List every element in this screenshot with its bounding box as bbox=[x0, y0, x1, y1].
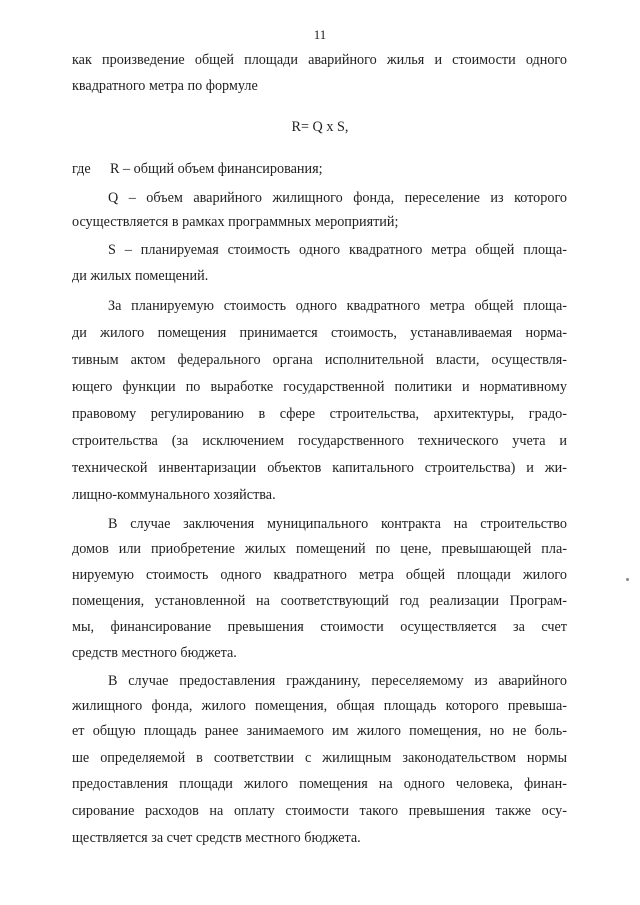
formula-intro-line-2: квадратного метра по формуле bbox=[72, 78, 258, 94]
definition-r: R – общий объем финансирования; bbox=[110, 161, 323, 177]
definition-s-line-2: ди жилых помещений. bbox=[72, 268, 209, 284]
paragraph-2-line-2: домов или приобретение жилых помещений по цене, превышающей пла- bbox=[72, 541, 567, 557]
formula: R= Q x S, bbox=[291, 119, 349, 135]
paragraph-1-line-1: За планируемую стоимость одного квадратного метра общей площа- bbox=[108, 298, 567, 314]
formula-intro-line-1: как произведение общей площади аварийного жилья и стоимости одного bbox=[72, 52, 567, 68]
paragraph-2-line-3: нируемую стоимость одного квадратного метра общей площади жилого bbox=[72, 567, 567, 583]
paragraph-3-line-5: предоставления площади жилого помещения на одного человека, финан- bbox=[72, 776, 567, 792]
paragraph-3-line-2: жилищного фонда, жилого помещения, общая площадь которого превыша- bbox=[72, 698, 567, 714]
where-label: где bbox=[72, 161, 91, 177]
paragraph-3-line-7: ществляется за счет средств местного бюджета. bbox=[72, 830, 361, 846]
paragraph-2-line-5: мы, финансирование превышения стоимости осуществляется за счет bbox=[72, 619, 567, 635]
paragraph-1-line-2: ди жилого помещения принимается стоимость, устанавливаемая норма- bbox=[72, 325, 567, 341]
paragraph-3-line-6: сирование расходов на оплату стоимости такого превышения также осу- bbox=[72, 803, 567, 819]
definition-q-line-1: Q – объем аварийного жилищного фонда, переселение из которого bbox=[108, 190, 567, 206]
paragraph-1-line-4: ющего функции по выработке государственной политики и нормативному bbox=[72, 379, 567, 395]
paragraph-1-line-3: тивным актом федерального органа исполнительной власти, осуществля- bbox=[72, 352, 567, 368]
paragraph-1-line-5: правовому регулированию в сфере строительства, архитектуры, градо- bbox=[72, 406, 567, 422]
paragraph-1-line-8: лищно-коммунального хозяйства. bbox=[72, 487, 276, 503]
paragraph-2-line-4: помещения, установленной на соответствующий год реализации Програм- bbox=[72, 593, 567, 609]
paragraph-3-line-4: ше определяемой в соответствии с жилищным законодательством нормы bbox=[72, 750, 567, 766]
paragraph-1-line-7: технической инвентаризации объектов капитального строительства) и жи- bbox=[72, 460, 567, 476]
page-number: 11 bbox=[313, 27, 327, 42]
paragraph-3-line-3: ет общую площадь ранее занимаемого им жилого помещения, но не боль- bbox=[72, 723, 567, 739]
paragraph-3-line-1: В случае предоставления гражданину, переселяемому из аварийного bbox=[108, 673, 567, 689]
paragraph-1-line-6: строительства (за исключением государственного технического учета и bbox=[72, 433, 567, 449]
definition-q-line-2: осуществляется в рамках программных мероприятий; bbox=[72, 214, 399, 230]
scan-speck bbox=[626, 578, 629, 581]
definition-s-line-1: S – планируемая стоимость одного квадратного метра общей площа- bbox=[108, 242, 567, 258]
paragraph-2-line-6: средств местного бюджета. bbox=[72, 645, 237, 661]
paragraph-2-line-1: В случае заключения муниципального контракта на строительство bbox=[108, 516, 567, 532]
